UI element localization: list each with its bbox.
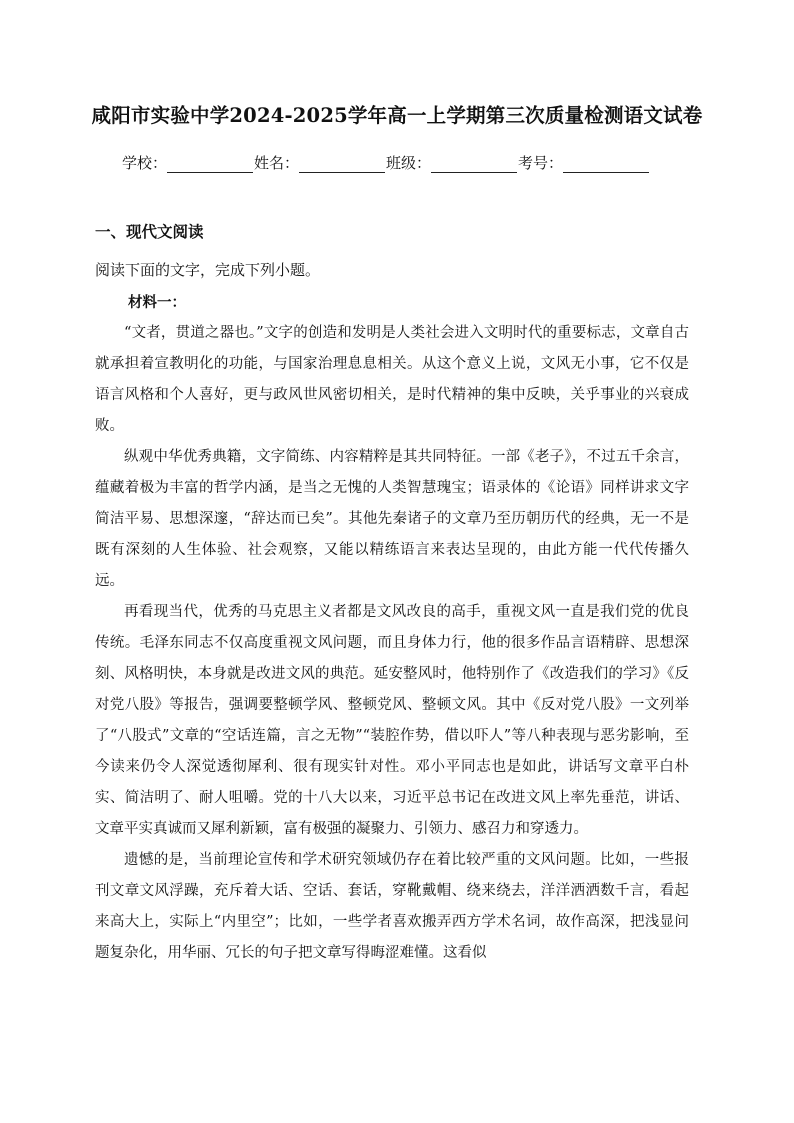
exam-title: 咸阳市实验中学2024-2025学年高一上学期第三次质量检测语文试卷 <box>91 104 703 127</box>
passage-paragraph: 遗憾的是，当前理论宣传和学术研究领域仍存在着比较严重的文风问题。比如，一些报刊文章文风浮躁，充斥着大话、空话、套话，穿靴戴帽、绕来绕去，洋洋洒洒数千言，看起来高大上，实际上“内里空”；比如，一些学者喜欢搬弄西方学术名词，故作高深，把浅显问题复杂化，用华丽、冗长的句子把文章写得晦涩难懂。这看似 <box>95 852 689 961</box>
info-label-school: 学校： <box>122 154 168 172</box>
info-field-exam-number <box>518 152 650 173</box>
info-field-school <box>122 152 254 173</box>
passage-body <box>95 318 689 969</box>
info-field-name <box>254 152 386 173</box>
material-label: 材料一： <box>128 294 186 311</box>
class-blank-line <box>431 155 517 173</box>
info-label-exam-number: 考号： <box>518 154 564 172</box>
exam-number-blank-line <box>563 155 649 173</box>
student-info-row <box>122 152 682 173</box>
reading-instruction: 阅读下面的文字，完成下列小题。 <box>95 261 321 279</box>
info-label-name: 姓名： <box>254 154 300 172</box>
info-field-class <box>386 152 518 173</box>
name-blank-line <box>299 155 385 173</box>
school-blank-line <box>167 155 253 173</box>
info-label-class: 班级： <box>386 154 432 172</box>
passage-paragraph: 纵观中华优秀典籍，文字简练、内容精粹是其共同特征。一部《老子》，不过五千余言，蕴藏着极为丰富的哲学内涵，是当之无愧的人类智慧瑰宝；语录体的《论语》同样讲求文字简洁平易、思想深邃，“辞达而已矣”。其他先秦诸子的文章乃至历朝历代的经典，无一不是既有深刻的人生体验、社会观察，又能以精练语言来表达呈现的，由此方能一代代传播久远。 <box>95 449 689 589</box>
passage-paragraph: “文者，贯道之器也。”文字的创造和发明是人类社会进入文明时代的重要标志，文章自古就承担着宣教明化的功能，与国家治理息息相关。从这个意义上说，文风无小事，它不仅是语言风格和个人喜好，更与政风世风密切相关，是时代精神的集中反映，关乎事业的兴衰成败。 <box>95 325 689 434</box>
passage-paragraph: 再看现当代，优秀的马克思主义者都是文风改良的高手，重视文风一直是我们党的优良传统。毛泽东同志不仅高度重视文风问题，而且身体力行，他的很多作品言语精辟、思想深刻、风格明快，本身就是改进文风的典范。延安整风时，他特别作了《改造我们的学习》《反对党八股》等报告，强调要整顿学风、整顿党风、整顿文风。其中《反对党八股》一文列举了“八股式”文章的“空话连篇，言之无物”“装腔作势，借以吓人”等八种表现与恶劣影响，至今读来仍令人深觉透彻犀利、很有现实针对性。邓小平同志也是如此，讲话写文章平白朴实、简洁明了、耐人咀嚼。党的十八大以来，习近平总书记在改进文风上率先垂范，讲话、文章平实真诚而又犀利新颖，富有极强的凝聚力、引领力、感召力和穿透力。 <box>95 604 689 837</box>
section-heading: 一、现代文阅读 <box>95 223 204 241</box>
